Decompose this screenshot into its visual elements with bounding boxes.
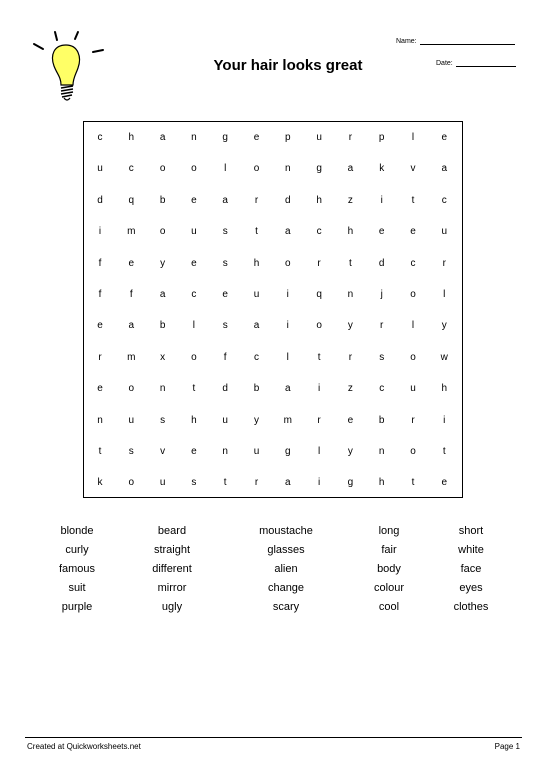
grid-letter: i bbox=[317, 383, 321, 395]
grid-letter: g bbox=[347, 477, 354, 489]
grid-letter: l bbox=[411, 320, 415, 332]
grid-letter: m bbox=[283, 414, 292, 426]
grid-letter: o bbox=[159, 226, 166, 238]
word-list-item: colour bbox=[374, 582, 404, 594]
word-list-item: beard bbox=[157, 525, 187, 537]
grid-letter: s bbox=[379, 351, 385, 363]
word-list-item: change bbox=[267, 582, 305, 594]
grid-letter: l bbox=[286, 351, 289, 363]
grid-letter: e bbox=[410, 226, 416, 238]
grid-letter: c bbox=[316, 226, 322, 238]
grid-letter: a bbox=[285, 383, 291, 395]
grid-letter: f bbox=[223, 351, 227, 363]
word-list-item: ugly bbox=[161, 601, 183, 613]
grid-letter: i bbox=[98, 226, 102, 238]
grid-letter: h bbox=[128, 132, 135, 143]
grid-letter: t bbox=[411, 477, 415, 489]
grid-letter: a bbox=[347, 163, 354, 175]
grid-letter: v bbox=[410, 163, 416, 175]
grid-letter: m bbox=[127, 226, 136, 238]
grid-letter: s bbox=[191, 477, 197, 489]
grid-letter: o bbox=[410, 289, 416, 300]
word-list-item: glasses bbox=[267, 544, 305, 556]
name-field[interactable] bbox=[396, 37, 515, 45]
grid-letter: t bbox=[442, 446, 446, 457]
grid-letter: c bbox=[379, 383, 385, 395]
word-list-item: long bbox=[378, 525, 400, 537]
grid-letter: u bbox=[222, 414, 228, 426]
lightbulb-icon bbox=[30, 28, 106, 104]
name-label: Name: bbox=[396, 38, 417, 45]
grid-letter: r bbox=[348, 351, 353, 363]
word-search-grid bbox=[83, 121, 463, 498]
page-title: Your hair looks great bbox=[213, 57, 363, 74]
grid-letter: d bbox=[378, 257, 385, 269]
grid-letter: l bbox=[192, 320, 195, 332]
grid-letter: o bbox=[191, 351, 197, 363]
footer-divider bbox=[25, 737, 522, 738]
grid-letter: o bbox=[128, 383, 135, 395]
grid-letter: h bbox=[253, 257, 260, 269]
grid-letter: g bbox=[285, 446, 291, 457]
grid-letter: n bbox=[347, 289, 354, 300]
grid-letter: i bbox=[317, 477, 321, 489]
grid-letter: d bbox=[97, 194, 103, 206]
word-list-item: white bbox=[458, 544, 484, 556]
grid-letter: e bbox=[97, 320, 103, 332]
word-list-item: cool bbox=[378, 601, 400, 613]
grid-letter: o bbox=[128, 477, 135, 489]
grid-letter: b bbox=[159, 194, 166, 206]
grid-letter: u bbox=[128, 414, 135, 426]
grid-letter: e bbox=[191, 194, 197, 206]
grid-letter: p bbox=[285, 132, 291, 143]
grid-letter: y bbox=[160, 257, 166, 269]
grid-letter: j bbox=[380, 289, 383, 300]
grid-letter: t bbox=[411, 194, 415, 206]
grid-letter: e bbox=[253, 132, 260, 143]
grid-letter: l bbox=[411, 132, 415, 143]
grid-letter: u bbox=[316, 132, 322, 143]
grid-letter: i bbox=[443, 414, 446, 426]
grid-letter: t bbox=[349, 257, 352, 269]
grid-letter: a bbox=[253, 320, 260, 332]
grid-letter: y bbox=[347, 320, 353, 332]
grid-letter: u bbox=[253, 289, 260, 300]
grid-letter: h bbox=[316, 194, 322, 206]
word-list-item: clothes bbox=[453, 601, 489, 613]
grid-letter: o bbox=[285, 257, 291, 269]
grid-letter: t bbox=[223, 477, 227, 489]
grid-letter: c bbox=[410, 257, 416, 269]
word-list-item: eyes bbox=[459, 582, 483, 594]
grid-letter: h bbox=[347, 226, 354, 238]
grid-letter: o bbox=[253, 163, 260, 175]
grid-letter: a bbox=[128, 320, 135, 332]
grid-letter: y bbox=[347, 446, 353, 457]
grid-letter: q bbox=[128, 194, 135, 206]
grid-letter: t bbox=[317, 351, 321, 363]
grid-letter: s bbox=[128, 446, 134, 457]
grid-letter: b bbox=[253, 383, 260, 395]
grid-letter: o bbox=[159, 163, 166, 175]
grid-letter: u bbox=[410, 383, 416, 395]
grid-letter: i bbox=[286, 289, 289, 300]
grid-letter: y bbox=[254, 414, 259, 426]
word-list-item: straight bbox=[153, 544, 191, 556]
word-list-item: purple bbox=[61, 601, 93, 613]
grid-letter: a bbox=[159, 289, 166, 300]
grid-letter: b bbox=[159, 320, 166, 332]
word-list-item: different bbox=[152, 563, 192, 575]
grid-letter: c bbox=[191, 289, 197, 300]
grid-letter: e bbox=[191, 446, 197, 457]
grid-letter: w bbox=[440, 351, 448, 363]
grid-letter: e bbox=[441, 477, 448, 489]
name-line bbox=[420, 37, 515, 45]
grid-letter: h bbox=[191, 414, 197, 426]
grid-letter: r bbox=[317, 257, 321, 269]
date-line bbox=[456, 59, 516, 67]
grid-letter: p bbox=[378, 132, 385, 143]
grid-letter: y bbox=[441, 320, 447, 332]
grid-letter: a bbox=[159, 132, 166, 143]
grid-letter: i bbox=[286, 320, 289, 332]
grid-letter: a bbox=[285, 226, 291, 238]
grid-letter: e bbox=[347, 414, 354, 426]
grid-letter: a bbox=[441, 163, 448, 175]
grid-letter: e bbox=[97, 383, 103, 395]
date-label: Date: bbox=[436, 60, 453, 67]
word-list-item: mirror bbox=[157, 582, 187, 594]
grid-letter: u bbox=[97, 163, 103, 175]
grid-letter: h bbox=[378, 477, 385, 489]
grid-letter: r bbox=[411, 414, 415, 426]
grid-letter: m bbox=[127, 351, 136, 363]
grid-letter: g bbox=[222, 132, 228, 143]
date-field[interactable] bbox=[436, 59, 516, 67]
grid-letter: n bbox=[285, 163, 291, 175]
grid-letter: s bbox=[160, 414, 166, 426]
grid-letter: t bbox=[98, 446, 102, 457]
grid-letter: v bbox=[160, 446, 166, 457]
grid-letter: g bbox=[316, 163, 322, 175]
grid-letter: u bbox=[441, 226, 448, 238]
grid-letter: f bbox=[98, 257, 102, 269]
word-list-item: short bbox=[458, 525, 484, 537]
grid-letter: u bbox=[191, 226, 197, 238]
grid-letter: o bbox=[410, 446, 416, 457]
grid-letter: i bbox=[380, 194, 383, 206]
grid-letter: s bbox=[222, 226, 228, 238]
grid-letter: c bbox=[128, 163, 134, 175]
grid-letter: n bbox=[378, 446, 385, 457]
grid-letter: x bbox=[160, 351, 166, 363]
grid-letter: d bbox=[222, 383, 228, 395]
grid-letter: c bbox=[441, 194, 447, 206]
grid-letter: n bbox=[159, 383, 166, 395]
word-list-item: alien bbox=[274, 563, 298, 575]
word-list-item: face bbox=[460, 563, 482, 575]
grid-letter: e bbox=[378, 226, 385, 238]
grid-letter: s bbox=[222, 257, 228, 269]
grid-letter: h bbox=[441, 383, 448, 395]
grid-letter: t bbox=[192, 383, 196, 395]
grid-letter: a bbox=[285, 477, 291, 489]
grid-letter: o bbox=[316, 320, 322, 332]
word-list-item: fair bbox=[381, 544, 397, 556]
grid-letter: l bbox=[317, 446, 321, 457]
grid-letter: z bbox=[347, 383, 353, 395]
grid-letter: f bbox=[98, 289, 102, 300]
grid-letter: k bbox=[97, 477, 103, 489]
grid-letter: c bbox=[97, 132, 103, 143]
word-list-item: curly bbox=[65, 544, 89, 556]
page-number: Page 1 bbox=[494, 742, 520, 751]
grid-letter: e bbox=[128, 257, 135, 269]
word-list-item: scary bbox=[272, 601, 300, 613]
grid-letter: b bbox=[378, 414, 385, 426]
grid-letter: r bbox=[442, 257, 446, 269]
grid-letter: n bbox=[222, 446, 228, 457]
grid-letter: r bbox=[254, 477, 259, 489]
word-list-item: blonde bbox=[60, 525, 94, 537]
grid-letter: d bbox=[285, 194, 291, 206]
grid-letter: r bbox=[317, 414, 321, 426]
grid-letter: n bbox=[97, 414, 103, 426]
grid-letter: u bbox=[253, 446, 260, 457]
grid-letter: e bbox=[222, 289, 228, 300]
grid-letter: r bbox=[380, 320, 384, 332]
grid-letter: r bbox=[348, 132, 353, 143]
grid-letter: n bbox=[191, 132, 197, 143]
grid-letter: o bbox=[410, 351, 416, 363]
grid-letter: q bbox=[316, 289, 322, 300]
grid-letter: a bbox=[222, 194, 228, 206]
grid-letter: c bbox=[254, 351, 259, 363]
grid-letter: e bbox=[191, 257, 197, 269]
grid-letter: l bbox=[443, 289, 446, 300]
word-list-item: famous bbox=[58, 563, 96, 575]
grid-letter: f bbox=[129, 289, 133, 300]
grid-letter: k bbox=[379, 163, 385, 175]
grid-letter: t bbox=[255, 226, 258, 238]
grid-letter: e bbox=[441, 132, 448, 143]
word-list-item: moustache bbox=[259, 525, 313, 537]
word-list-item: suit bbox=[68, 582, 86, 594]
footer-credit: Created at Quickworksheets.net bbox=[27, 742, 141, 751]
grid-letter: s bbox=[222, 320, 228, 332]
grid-letter: r bbox=[98, 351, 102, 363]
grid-letter: z bbox=[347, 194, 353, 206]
word-list-item: body bbox=[377, 563, 401, 575]
grid-letter: l bbox=[224, 163, 227, 175]
grid-letter: o bbox=[191, 163, 197, 175]
grid-letter: u bbox=[159, 477, 166, 489]
grid-letter: r bbox=[254, 194, 259, 206]
